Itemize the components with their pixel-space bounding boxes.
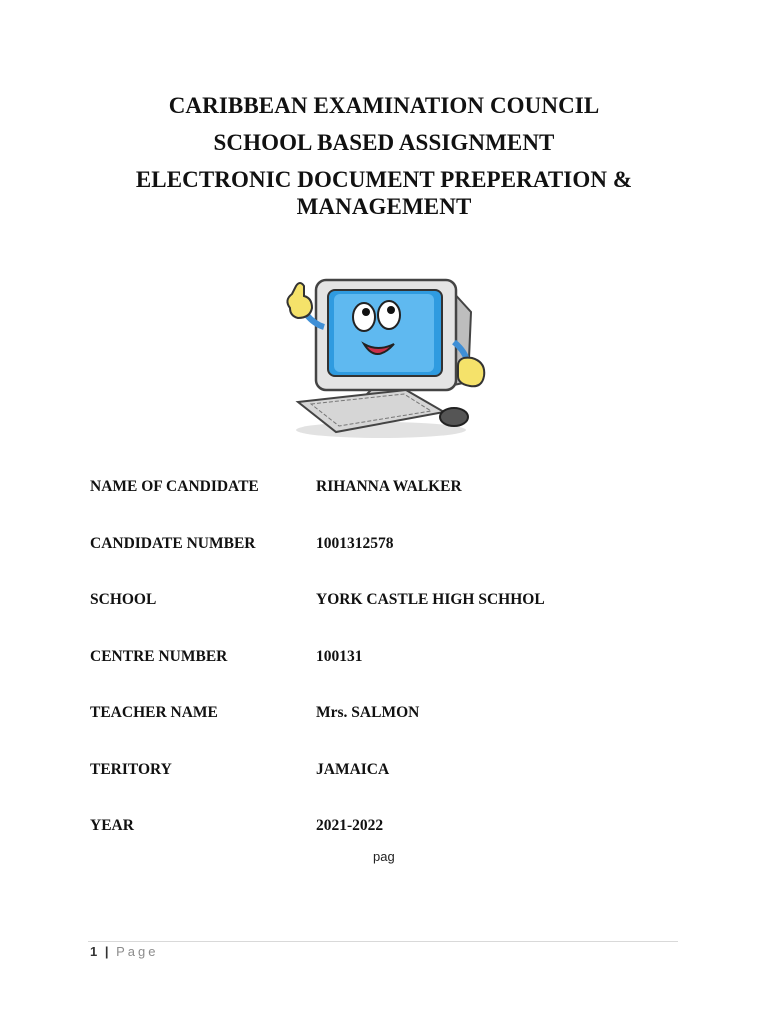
detail-label: NAME OF CANDIDATE — [90, 478, 259, 495]
detail-label: CANDIDATE NUMBER — [90, 534, 256, 552]
page-word: Page — [116, 944, 159, 959]
detail-value: YORK CASTLE HIGH SCHHOL — [316, 591, 545, 608]
detail-value: 1001312578 — [316, 534, 394, 552]
detail-row-school — [90, 591, 650, 648]
detail-label: CENTRE NUMBER — [90, 647, 228, 665]
detail-row-candidate-number — [90, 535, 650, 592]
detail-label: TERITORY — [90, 760, 172, 778]
page-footer — [90, 944, 159, 959]
detail-value: 2021-2022 — [316, 817, 384, 834]
detail-row-year — [90, 817, 650, 874]
candidate-details — [90, 478, 650, 874]
title-subject: ELECTRONIC DOCUMENT PREPERATION & MANAGEMENT — [135, 167, 633, 219]
detail-row-teacher — [90, 704, 650, 761]
detail-row-territory — [90, 761, 650, 818]
computer-mascot-icon — [276, 272, 496, 442]
title-block — [0, 92, 768, 220]
title-assignment: SCHOOL BASED ASSIGNMENT — [213, 130, 555, 155]
detail-label: SCHOOL — [90, 591, 157, 608]
detail-row-name — [90, 478, 650, 535]
footer-separator: | — [104, 944, 109, 959]
title-council: CARIBBEAN EXAMINATION COUNCIL — [168, 93, 600, 118]
page-number: 1 — [90, 944, 98, 959]
footer-divider — [88, 941, 678, 942]
detail-row-centre-number — [90, 648, 650, 705]
detail-value: 100131 — [316, 647, 363, 665]
detail-value: RIHANNA WALKER — [316, 478, 462, 495]
detail-label: YEAR — [90, 817, 134, 834]
detail-value: Mrs. SALMON — [316, 704, 420, 721]
detail-value: JAMAICA — [316, 760, 390, 778]
detail-label: TEACHER NAME — [90, 704, 218, 721]
stray-note-text: pag — [373, 849, 395, 864]
